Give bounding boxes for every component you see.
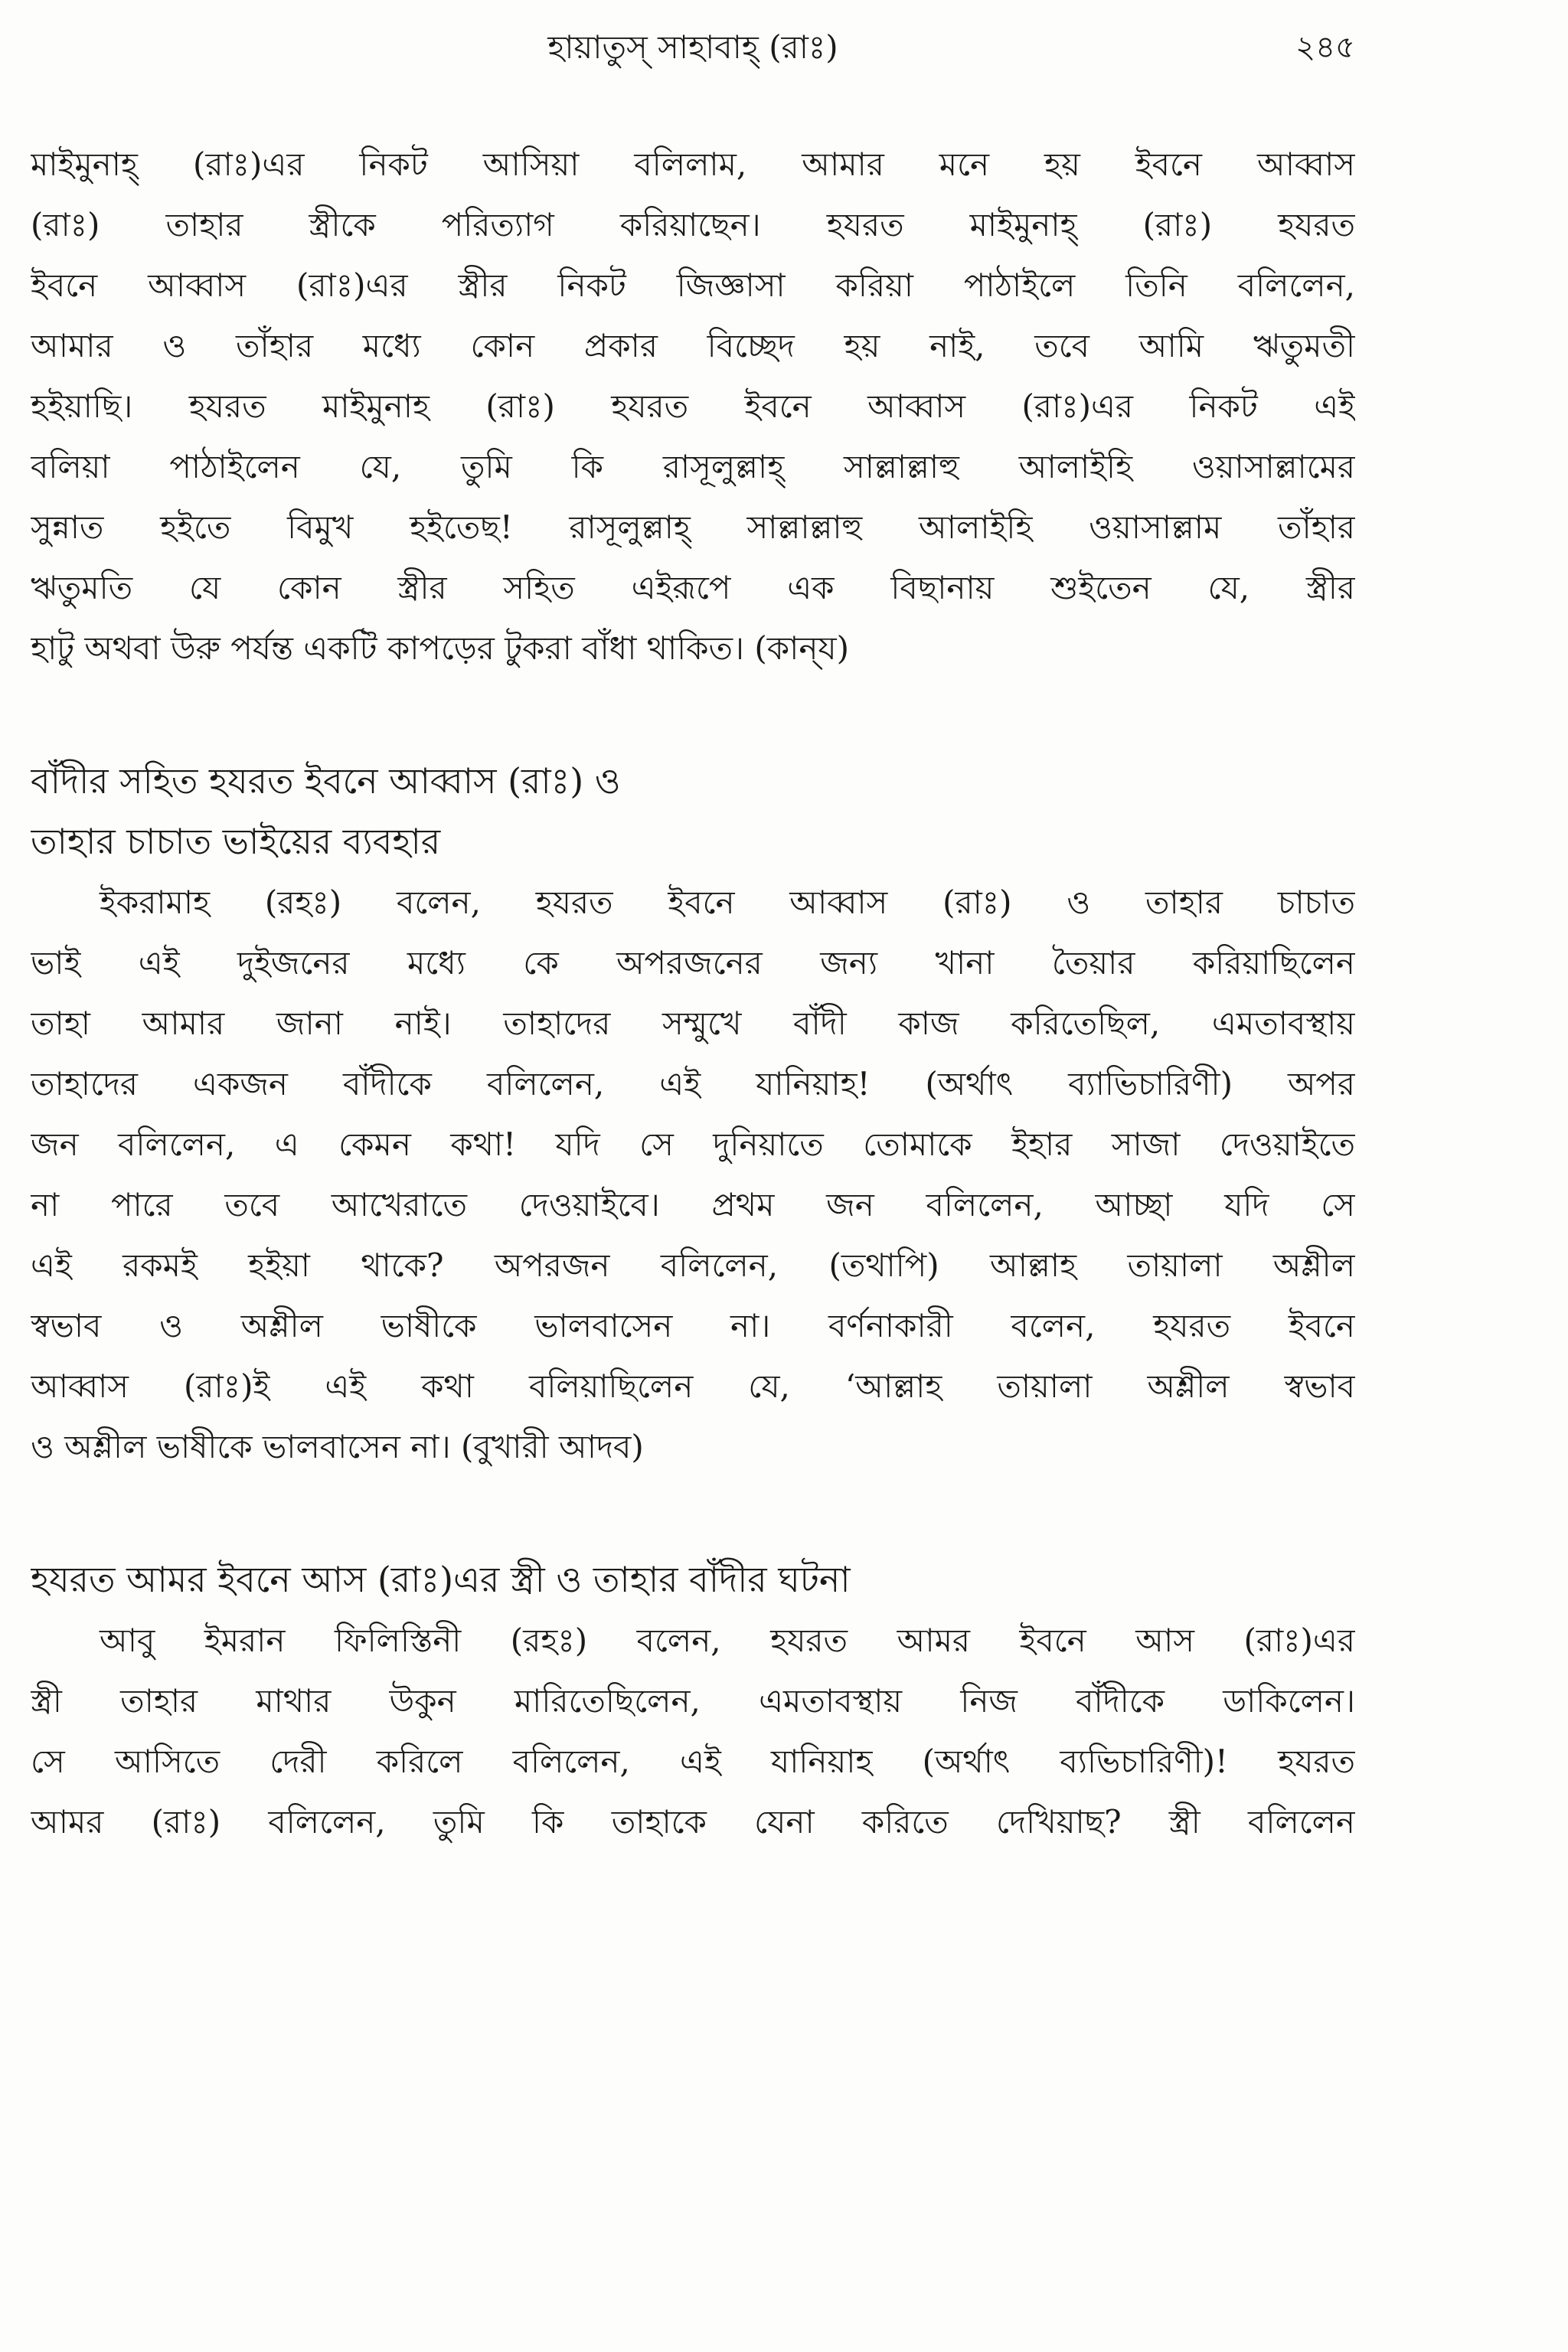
section-2 [31,751,1355,1477]
paragraph-line: তাহা আমার জানা নাই। তাহাদের সম্মুখে বাঁদী কাজ করিতেছিল, এমতাবস্থায় [31,1004,1355,1042]
paragraph-line: ইবনে আব্বাস (রাঃ)এর স্ত্রীর নিকট জিজ্ঞাসা করিয়া পাঠাইলে তিনি বলিলেন, [31,266,1355,304]
paragraph-line: (রাঃ) তাহার স্ত্রীকে পরিত্যাগ করিয়াছেন। হযরত মাইমুনাহ্‌ (রাঃ) হযরত [31,206,1355,243]
section-3 [31,1550,1355,1852]
running-header [31,24,1355,70]
paragraph-line: তাহাদের একজন বাঁদীকে বলিলেন, এই যানিয়াহ! (অর্থাৎ ব্যাভিচারিণী) অপর [31,1065,1355,1102]
section-spacer [31,1477,1355,1550]
paragraph-line: ভাই এই দুইজনের মধ্যে কে অপরজনের জন্য খানা তৈয়ার করিয়াছিলেন [31,944,1355,982]
paragraph-line: ঋতুমতি যে কোন স্ত্রীর সহিত এইরূপে এক বিছানায় শুইতেন যে, স্ত্রীর [31,569,1355,606]
section-spacer [31,678,1355,751]
paragraph-line: সে আসিতে দেরী করিলে বলিলেন, এই যানিয়াহ (অর্থাৎ ব্যভিচারিণী)! হযরত [31,1743,1355,1780]
paragraph-line: ও অশ্লীল ভাষীকে ভালবাসেন না। (বুখারী আদব) [31,1428,644,1465]
paragraph-line: সুন্নাত হইতে বিমুখ হইতেছ! রাসূলুল্লাহ্‌ সাল্লাল্লাহু আলাইহি ওয়াসাল্লাম তাঁহার [31,508,1355,546]
paragraph-line: আবু ইমরান ফিলিস্তিনী (রহঃ) বলেন, হযরত আমর ইবনে আস (রাঃ)এর [100,1622,1355,1659]
paragraph-1 [31,134,1355,678]
paragraph-line: আমর (রাঃ) বলিলেন, তুমি কি তাহাকে যেনা করিতে দেখিয়াছ? স্ত্রী বলিলেন [31,1803,1355,1841]
paragraph-line: এই রকমই হইয়া থাকে? অপরজন বলিলেন, (তথাপি) আল্লাহ তায়ালা অশ্লীল [31,1246,1355,1284]
section-heading: হযরত আমর ইবনে আস (রাঃ)এর স্ত্রী ও তাহার বাঁদীর ঘটনা [31,1559,851,1600]
paragraph-line: জন বলিলেন, এ কেমন কথা! যদি সে দুনিয়াতে তোমাকে ইহার সাজা দেওয়াইতে [31,1125,1355,1163]
paragraph-line: ইকরামাহ (রহঃ) বলেন, হযরত ইবনে আব্বাস (রাঃ) ও তাহার চাচাত [100,884,1355,921]
paragraph-line: স্বভাব ও অশ্লীল ভাষীকে ভালবাসেন না। বর্ণনাকারী বলেন, হযরত ইবনে [31,1307,1355,1344]
paragraph-line: বলিয়া পাঠাইলেন যে, তুমি কি রাসূলুল্লাহ্‌ সাল্লাল্লাহু আলাইহি ওয়াসাল্লামের [31,448,1355,485]
paragraph-line: হইয়াছি। হযরত মাইমুনাহ (রাঃ) হযরত ইবনে আব্বাস (রাঃ)এর নিকট এই [31,387,1355,425]
paragraph-line: মাইমুনাহ্‌ (রাঃ)এর নিকট আসিয়া বলিলাম, আমার মনে হয় ইবনে আব্বাস [31,145,1355,183]
running-title: হায়াতুস্‌ সাহাবাহ্‌ (রাঃ) [547,28,838,66]
paragraph-line: আব্বাস (রাঃ)ই এই কথা বলিয়াছিলেন যে, ‘আল্লাহ তায়ালা অশ্লীল স্বভাব [31,1367,1355,1405]
section-heading: তাহার চাচাত ভাইয়ের ব্যবহার [31,821,441,862]
paragraph-line: স্ত্রী তাহার মাথার উকুন মারিতেছিলেন, এমতাবস্থায় নিজ বাঁদীকে ডাকিলেন। [31,1682,1355,1720]
paragraph-line: না পারে তবে আখেরাতে দেওয়াইবে। প্রথম জন বলিলেন, আচ্ছা যদি সে [31,1186,1355,1223]
page-number: ২৪৫ [1295,30,1355,65]
paragraph-line: আমার ও তাঁহার মধ্যে কোন প্রকার বিচ্ছেদ হয় নাই, তবে আমি ঋতুমতী [31,327,1355,364]
section-heading: বাঁদীর সহিত হযরত ইবনে আব্বাস (রাঃ) ও [31,760,621,802]
page-content [31,134,1355,1852]
paragraph-line: হাটু অথবা উরু পর্যন্ত একটি কাপড়ের টুকরা বাঁধা থাকিত। (কান্‌য) [31,629,850,667]
